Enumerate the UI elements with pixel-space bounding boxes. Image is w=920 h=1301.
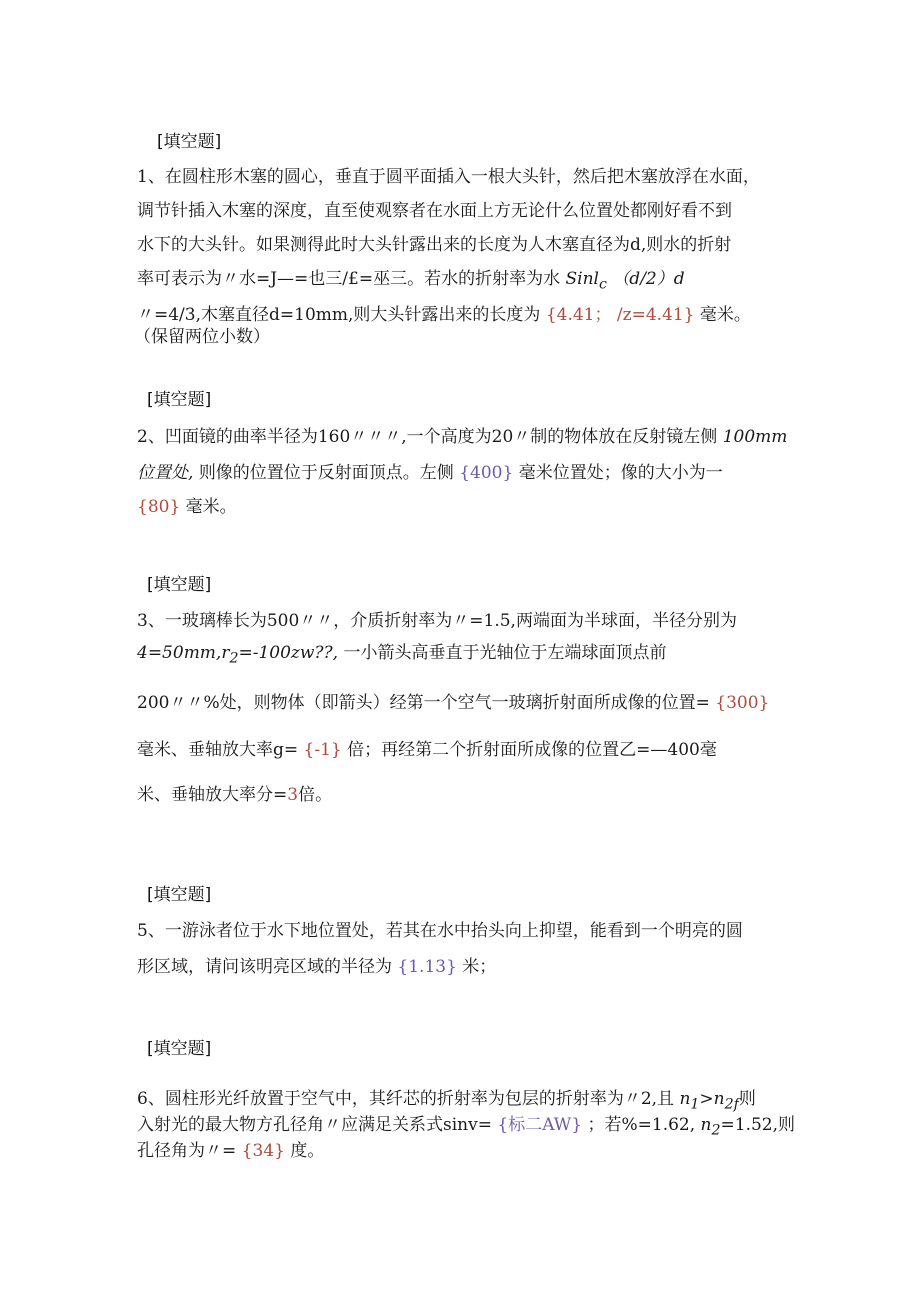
- q2-line-1: [137, 422, 787, 447]
- q6-answer-formula: {标二AW}: [497, 1115, 583, 1135]
- q6-line-3-unit: 度。: [290, 1141, 325, 1161]
- q3-line-5-text: 米、垂轴放大率分=: [137, 785, 288, 805]
- q6-line-1-end: 则: [738, 1089, 756, 1109]
- q6-n2-sub2: 2: [711, 1122, 721, 1139]
- q3-line-4-rest: 倍；再经第二个折射面所成像的位置乙=—400毫: [347, 740, 717, 760]
- q1-line-6: （保留两位小数）: [134, 327, 270, 347]
- q3-line-2: [137, 638, 666, 666]
- q2-line-1-text: 2、凹面镜的曲率半径为160〃〃〃,一个高度为20〃制的物体放在反射镜左侧: [137, 427, 718, 447]
- q3-type-tag: [填空题]: [147, 575, 212, 595]
- q3-radius-2: =-100zw??,: [238, 643, 339, 663]
- q6-line-1-text: 6、圆柱形光纤放置于空气中，其纤芯的折射率为包层的折射率为〃2,且: [137, 1089, 675, 1109]
- q6-line-1: [137, 1084, 756, 1112]
- q2-answer-position: {400}: [459, 463, 514, 483]
- q2-line-2-rest: 毫米位置处；像的大小为一: [518, 463, 723, 483]
- q2-type-tag: [填空题]: [147, 390, 212, 410]
- q3-answer-position-1: {300}: [715, 693, 770, 713]
- q2-line-3-unit: 毫米。: [185, 497, 237, 517]
- q1-line-4: [137, 264, 685, 292]
- q6-n1: n: [679, 1089, 691, 1109]
- q6-answer-angle: {34}: [241, 1141, 285, 1161]
- q3-line-4: [137, 735, 717, 760]
- q2-answer-size: {80}: [137, 497, 181, 517]
- q1-line-4-text: 率可表示为〃水=J—=也三/£=巫三。若水的折射率为水: [137, 269, 561, 289]
- q5-line-2: [137, 952, 496, 977]
- q1-line-3: 水下的大头针。如果测得此时大头针露出来的长度为人木塞直径为d,则水的折射: [137, 235, 732, 255]
- q2-line-3: [137, 492, 237, 517]
- q1-line-2: 调节针插入木塞的深度，直至使观察者在水面上方无论什么位置处都刚好看不到: [137, 201, 732, 221]
- q3-line-1: 3、一玻璃棒长为500〃〃，介质折射率为〃=1.5,两端面为半球面，半径分别为: [137, 611, 737, 631]
- q3-answer-magnification-2: 3: [287, 785, 299, 805]
- q5-line-2-text: 形区域，请问该明亮区域的半径为: [137, 957, 392, 977]
- q3-radius-sub: 2: [229, 650, 239, 667]
- q1-formula-sub: c: [598, 276, 607, 293]
- q1-line-1: 1、在圆柱形木塞的圆心，垂直于圆平面插入一根大头针，然后把木塞放浮在水面，: [137, 167, 760, 187]
- q3-answer-magnification-1: {-1}: [303, 740, 342, 760]
- q3-line-5-unit: 倍。: [298, 785, 333, 805]
- q6-line-2-end: =1.52,则: [720, 1115, 796, 1135]
- q5-type-tag: [填空题]: [147, 885, 212, 905]
- q6-line-3: [137, 1136, 324, 1161]
- q2-line-2-text: 则像的位置位于反射面顶点。左侧: [198, 463, 454, 483]
- q1-type-tag: [填空题]: [157, 132, 222, 152]
- q6-line-2-text: 入射光的最大物方孔径角〃应满足关系式sinv=: [137, 1115, 492, 1135]
- q3-line-2-text: 一小箭头高垂直于光轴位于左端球面顶点前: [343, 643, 667, 663]
- q6-gt-n: >n: [699, 1089, 725, 1109]
- q3-line-3: [137, 688, 769, 713]
- q6-n2-sub: 2f: [724, 1096, 739, 1113]
- q5-line-1: 5、一游泳者位于水下地位置处，若其在水中抬头向上抑望，能看到一个明亮的圆: [137, 921, 743, 941]
- q6-line-3-text: 孔径角为〃=: [137, 1141, 237, 1161]
- q3-line-3-text: 200〃〃%处，则物体（即箭头）经第一个空气一玻璃折射面所成像的位置=: [137, 693, 710, 713]
- q6-line-2-rest: ；若%=1.62,: [587, 1115, 696, 1135]
- q3-radius-1: 4=50mm,r: [137, 643, 230, 663]
- q6-line-2: [137, 1110, 795, 1138]
- q3-line-4-text: 毫米、垂轴放大率g=: [137, 740, 299, 760]
- q5-answer-radius: {1.13}: [397, 957, 457, 977]
- q6-n2: n: [700, 1115, 712, 1135]
- q5-line-2-unit: 米；: [462, 957, 497, 977]
- q1-line-5-unit: 毫米。: [699, 305, 751, 325]
- q1-answer: {4.41； /z=4.41}: [545, 305, 695, 325]
- q2-line-2: [137, 458, 723, 483]
- q1-formula-d: （d/2）d: [612, 269, 685, 289]
- q1-line-5-text: 〃=4/3,木塞直径d=10mm,则大头针露出来的长度为: [137, 305, 541, 325]
- q1-formula-sin: Sinl: [565, 269, 599, 289]
- q6-type-tag: [填空题]: [147, 1039, 212, 1059]
- q2-line-1-dist: 100mm: [722, 427, 788, 447]
- q2-line-2-italic: 位置处,: [137, 463, 194, 483]
- q6-n1-sub: 1: [690, 1096, 700, 1113]
- q3-line-5: [137, 780, 332, 805]
